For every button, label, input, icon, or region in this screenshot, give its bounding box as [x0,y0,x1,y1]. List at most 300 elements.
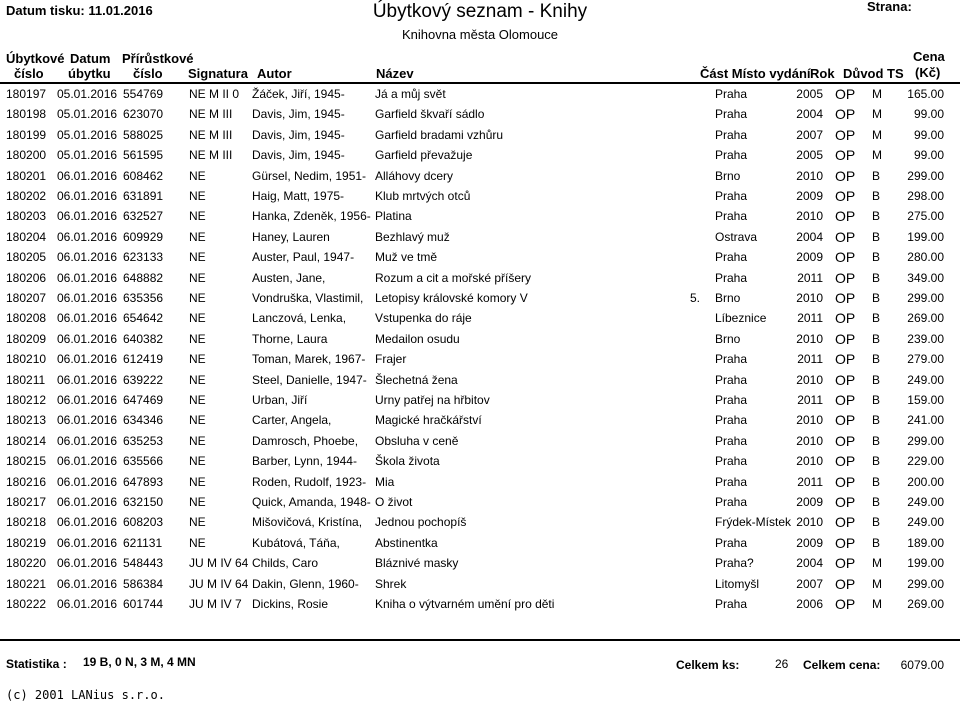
record-year: 2009 [796,495,823,509]
copyright: (c) 2001 LANius s.r.o. [6,688,165,702]
col-signature: Signatura [188,66,248,81]
record-id: 180214 [6,433,47,448]
record-author: Austen, Jane, [252,270,326,285]
record-title: Obsluha v ceně [375,433,459,448]
record-signature: JU M IV 64 [189,576,249,591]
record-title: Bezhlavý muž [375,229,450,244]
record-date: 06.01.2016 [57,189,118,203]
record-date: 06.01.2016 [57,433,118,448]
record-accession: 654642 [123,311,164,326]
record-date: 05.01.2016 [57,107,118,122]
record-title: Já a můj svět [375,87,446,101]
table-row [0,393,960,413]
record-accession: 640382 [123,331,164,346]
record-id: 180199 [6,127,47,142]
record-year: 2010 [796,454,823,469]
record-author: Hanka, Zdeněk, 1956- [252,209,371,224]
record-title: Platina [375,209,412,224]
record-place: Ostrava [715,229,758,244]
record-reason: OP [835,126,856,143]
record-place: Praha [715,250,748,265]
record-signature: NE [189,331,206,346]
record-place: Praha? [715,556,754,571]
record-author: Lanczová, Lenka, [252,311,347,326]
record-price: 299.00 [907,291,944,305]
record-place: Brno [715,168,741,183]
record-accession: 635253 [123,433,164,448]
table-row [0,128,960,148]
record-ts: B [872,331,881,346]
record-signature: NE [189,413,206,428]
record-year: 2010 [796,291,823,305]
record-signature: NE [189,454,206,469]
record-price: 239.00 [907,331,944,346]
record-author: Dickins, Rosie [252,597,329,611]
record-ts: M [872,127,882,142]
table-row [0,352,960,372]
record-id: 180205 [6,250,47,265]
record-date: 06.01.2016 [57,209,118,224]
table-row [0,597,960,617]
record-ts: B [872,291,881,305]
record-date: 06.01.2016 [57,556,118,571]
record-title: Klub mrtvých otců [375,189,471,203]
total-price: 6079.00 [900,658,944,672]
record-author: Damrosch, Phoebe, [252,433,359,448]
record-ts: M [872,576,882,591]
record-place: Praha [715,209,748,224]
record-signature: NE [189,168,206,183]
record-accession: 623133 [123,250,164,265]
record-place: Praha [715,474,748,489]
record-price: 298.00 [907,189,944,203]
stats-value: 19 B, 0 N, 3 M, 4 MN [83,655,196,669]
table-row [0,536,960,556]
record-price: 229.00 [907,454,944,469]
record-date: 06.01.2016 [57,474,118,489]
record-ts: B [872,474,881,489]
col-date-line1: Datum [70,51,111,66]
record-id: 180198 [6,107,47,122]
record-ts: M [872,107,882,122]
record-place: Praha [715,270,748,285]
record-reason: OP [835,534,856,551]
record-id: 180200 [6,148,47,163]
record-price: 269.00 [907,311,944,326]
record-price: 349.00 [907,270,944,285]
record-place: Praha [715,413,748,428]
record-place: Praha [715,87,748,101]
table-row [0,87,960,107]
col-acc-line1: Přírůstkové [122,51,194,66]
record-price: 165.00 [907,87,944,101]
record-ts: B [872,250,881,265]
record-signature: NE [189,372,206,387]
record-id: 180208 [6,311,47,326]
record-reason: OP [835,106,856,123]
record-title: Mia [375,474,395,489]
footer-rule [0,639,960,641]
table-row [0,169,960,189]
table-row [0,515,960,535]
record-ts: B [872,352,881,367]
record-reason: OP [835,412,856,429]
record-reason: OP [835,330,856,347]
record-title: Shrek [375,576,407,591]
record-ts: B [872,515,881,530]
record-title: Medailon osudu [375,331,460,346]
table-row [0,311,960,331]
record-reason: OP [835,371,856,388]
record-year: 2011 [797,311,823,326]
record-id: 180219 [6,535,47,550]
table-row [0,495,960,515]
record-accession: 586384 [123,576,164,591]
record-place: Praha [715,495,748,509]
record-reason: OP [835,596,856,612]
record-part: 5. [690,291,701,305]
record-date: 05.01.2016 [57,87,118,101]
record-ts: M [872,597,882,611]
record-author: Dakin, Glenn, 1960- [252,576,359,591]
record-ts: B [872,168,881,183]
record-date: 06.01.2016 [57,597,118,611]
total-count-label: Celkem ks: [676,658,740,672]
record-accession: 608462 [123,168,164,183]
record-year: 2011 [797,474,823,489]
record-year: 2004 [796,229,823,244]
record-title: Urny patřej na hřbitov [375,393,490,407]
total-price-label: Celkem cena: [803,658,881,672]
record-accession: 554769 [123,87,164,101]
library-name [0,27,960,42]
record-title: Škola života [375,454,440,469]
record-id: 180210 [6,352,47,367]
record-reason: OP [835,432,856,449]
record-place: Praha [715,189,748,203]
record-ts: B [872,433,881,448]
record-date: 06.01.2016 [57,576,118,591]
record-accession: 639222 [123,372,164,387]
record-accession: 623070 [123,107,164,122]
record-title: Muž ve tmě [375,250,438,265]
table-row [0,209,960,229]
record-author: Davis, Jim, 1945- [252,148,345,163]
record-title: Garfield převažuje [375,148,473,163]
record-price: 275.00 [907,209,944,224]
record-author: Haig, Matt, 1975- [252,189,345,203]
report-title [0,1,960,23]
record-place: Praha [715,393,748,407]
print-date: Datum tisku: 11.01.2016 [6,3,153,18]
record-year: 2007 [796,127,823,142]
record-signature: NE [189,311,206,326]
record-date: 06.01.2016 [57,331,118,346]
record-price: 199.00 [907,229,944,244]
record-price: 159.00 [907,393,944,407]
record-reason: OP [835,249,856,266]
record-signature: NE [189,229,206,244]
total-count: 26 [775,657,789,671]
record-date: 06.01.2016 [57,229,118,244]
record-price: 279.00 [907,352,944,367]
record-accession: 621131 [123,535,163,550]
record-date: 06.01.2016 [57,535,118,550]
record-reason: OP [835,269,856,286]
record-author: Auster, Paul, 1947- [252,250,355,265]
table-row [0,434,960,454]
record-year: 2010 [796,433,823,448]
record-price: 189.00 [907,535,944,550]
record-place: Praha [715,107,748,122]
record-reason: OP [835,208,856,225]
record-id: 180202 [6,189,47,203]
record-year: 2004 [796,107,823,122]
record-id: 180221 [6,576,47,591]
record-year: 2004 [796,556,823,571]
record-year: 2010 [796,168,823,183]
record-year: 2005 [796,87,823,101]
record-signature: JU M IV 7 [189,597,242,611]
col-reason-ts: Důvod TS [843,66,904,81]
record-title: Rozum a cit a mořské příšery [375,270,532,285]
record-place: Praha [715,372,748,387]
record-author: Toman, Marek, 1967- [252,352,366,367]
record-place: Praha [715,127,748,142]
record-date: 06.01.2016 [57,413,118,428]
col-date-line2: úbytku [68,66,111,81]
record-title: Abstinentka [375,535,438,550]
record-ts: B [872,372,881,387]
record-reason: OP [835,575,856,592]
record-title: Šlechetná žena [375,372,458,387]
record-year: 2010 [796,331,823,346]
table-row [0,577,960,597]
record-author: Childs, Caro [252,556,319,571]
record-ts: B [872,495,881,509]
record-reason: OP [835,392,856,408]
record-date: 06.01.2016 [57,168,118,183]
record-signature: NE [189,189,206,203]
col-year: Rok [810,66,835,81]
record-price: 200.00 [907,474,944,489]
record-author: Žáček, Jiří, 1945- [252,87,345,101]
record-place: Frýdek-Místek [715,515,792,530]
record-ts: B [872,413,881,428]
record-ts: B [872,393,881,407]
table-row [0,107,960,127]
table-row [0,373,960,393]
table-row [0,230,960,250]
record-year: 2005 [796,148,823,163]
record-ts: M [872,87,882,101]
record-price: 249.00 [907,515,944,530]
record-signature: NE [189,291,206,305]
stats-label: Statistika : [6,657,67,671]
col-part-place: Část Místo vydání [700,66,811,81]
record-signature: NE M II 0 [189,87,240,101]
record-date: 05.01.2016 [57,127,118,142]
record-reason: OP [835,555,856,572]
col-id-line1: Úbytkové [6,51,65,66]
page-label: Strana: [867,0,912,14]
record-reason: OP [835,228,856,245]
record-price: 99.00 [913,107,944,122]
record-accession: 647893 [123,474,164,489]
record-place: Brno [715,291,741,305]
record-date: 06.01.2016 [57,454,118,469]
record-place: Litomyšl [715,576,760,591]
record-date: 05.01.2016 [57,148,118,163]
record-date: 06.01.2016 [57,515,118,530]
record-accession: 648882 [123,270,164,285]
record-price: 280.00 [907,250,944,265]
record-price: 299.00 [907,576,944,591]
record-year: 2011 [797,393,823,407]
record-accession: 634346 [123,413,164,428]
record-year: 2010 [796,413,823,428]
record-price: 241.00 [907,413,944,428]
record-year: 2009 [796,250,823,265]
col-acc-line2: číslo [133,66,163,81]
record-id: 180206 [6,270,47,285]
record-date: 06.01.2016 [57,250,118,265]
record-accession: 631891 [123,189,164,203]
record-date: 06.01.2016 [57,311,118,326]
record-author: Haney, Lauren [252,229,330,244]
record-reason: OP [835,167,856,184]
record-date: 06.01.2016 [57,270,118,285]
record-ts: M [872,556,882,571]
record-author: Thorne, Laura [252,331,328,346]
record-author: Kubátová, Táňa, [252,535,340,550]
record-id: 180215 [6,454,47,469]
record-id: 180213 [6,413,47,428]
table-row [0,291,960,311]
record-year: 2009 [796,535,823,550]
col-price-line1: Cena [913,49,945,64]
record-price: 249.00 [907,495,944,509]
record-price: 299.00 [907,168,944,183]
record-id: 180222 [6,597,47,611]
record-accession: 609929 [123,229,164,244]
record-author: Urban, Jiří [252,393,308,407]
record-place: Líbeznice [715,311,767,326]
col-price-line2: (Kč) [915,65,941,80]
record-reason: OP [835,514,856,531]
record-id: 180212 [6,393,47,407]
record-author: Vondruška, Vlastimil, [252,291,364,305]
record-place: Praha [715,597,748,611]
table-row [0,148,960,168]
record-place: Praha [715,148,748,163]
record-accession: 561595 [123,148,164,163]
record-id: 180217 [6,495,47,509]
record-signature: NE [189,433,206,448]
record-signature: NE M III [189,148,233,163]
record-year: 2010 [796,372,823,387]
record-title: Alláhovy dcery [375,168,454,183]
record-signature: NE [189,250,206,265]
library-name-text: Knihovna města Olomouce [401,27,559,42]
record-year: 2010 [796,515,823,530]
record-price: 199.00 [907,556,944,571]
record-accession: 632150 [123,495,164,509]
record-title: Jednou pochopíš [375,515,467,530]
record-id: 180197 [6,87,47,101]
record-id: 180203 [6,209,47,224]
record-author: Mišovičová, Kristína, [252,515,363,530]
record-author: Barber, Lynn, 1944- [252,454,357,469]
record-id: 180218 [6,515,47,530]
record-date: 06.01.2016 [57,291,118,305]
record-id: 180201 [6,168,47,183]
record-ts: B [872,270,881,285]
record-reason: OP [835,188,856,204]
record-reason: OP [835,310,856,327]
record-place: Praha [715,535,748,550]
record-reason: OP [835,494,856,510]
record-signature: NE M III [189,107,233,122]
record-title: Magické hračkářství [375,413,482,428]
record-author: Gürsel, Nedim, 1951- [252,168,367,183]
record-author: Quick, Amanda, 1948- [252,495,371,509]
table-row [0,454,960,474]
record-ts: M [872,148,882,163]
record-id: 180220 [6,556,47,571]
record-id: 180211 [6,372,46,387]
record-year: 2011 [797,270,823,285]
record-date: 06.01.2016 [57,495,118,509]
record-author: Davis, Jim, 1945- [252,107,345,122]
record-title: Letopisy královské komory V [375,291,528,305]
table-row [0,271,960,291]
record-accession: 647469 [123,393,164,407]
record-ts: B [872,311,881,326]
record-id: 180216 [6,474,47,489]
record-place: Praha [715,433,748,448]
record-author: Roden, Rudolf, 1923- [252,474,367,489]
record-year: 2009 [796,189,823,203]
table-row [0,413,960,433]
record-ts: B [872,454,881,469]
record-year: 2010 [796,209,823,224]
record-price: 249.00 [907,372,944,387]
record-author: Davis, Jim, 1945- [252,127,345,142]
record-ts: B [872,229,881,244]
record-accession: 632527 [123,209,164,224]
record-id: 180204 [6,229,47,244]
report-title-text: Úbytkový seznam - Knihy [372,1,588,22]
record-author: Steel, Danielle, 1947- [252,372,367,387]
record-title: Vstupenka do ráje [375,311,472,326]
header-rule [0,82,960,84]
record-reason: OP [835,86,856,102]
record-signature: NE [189,535,206,550]
record-title: Garfield bradami vzhůru [375,127,504,142]
record-accession: 635356 [123,291,164,305]
record-price: 299.00 [907,433,944,448]
record-reason: OP [835,147,856,164]
record-reason: OP [835,290,856,306]
record-title: O život [375,495,413,509]
record-date: 06.01.2016 [57,372,118,387]
record-ts: B [872,209,881,224]
record-title: Frajer [375,352,407,367]
record-price: 269.00 [907,597,944,611]
record-author: Carter, Angela, [252,413,332,428]
record-signature: NE [189,515,206,530]
